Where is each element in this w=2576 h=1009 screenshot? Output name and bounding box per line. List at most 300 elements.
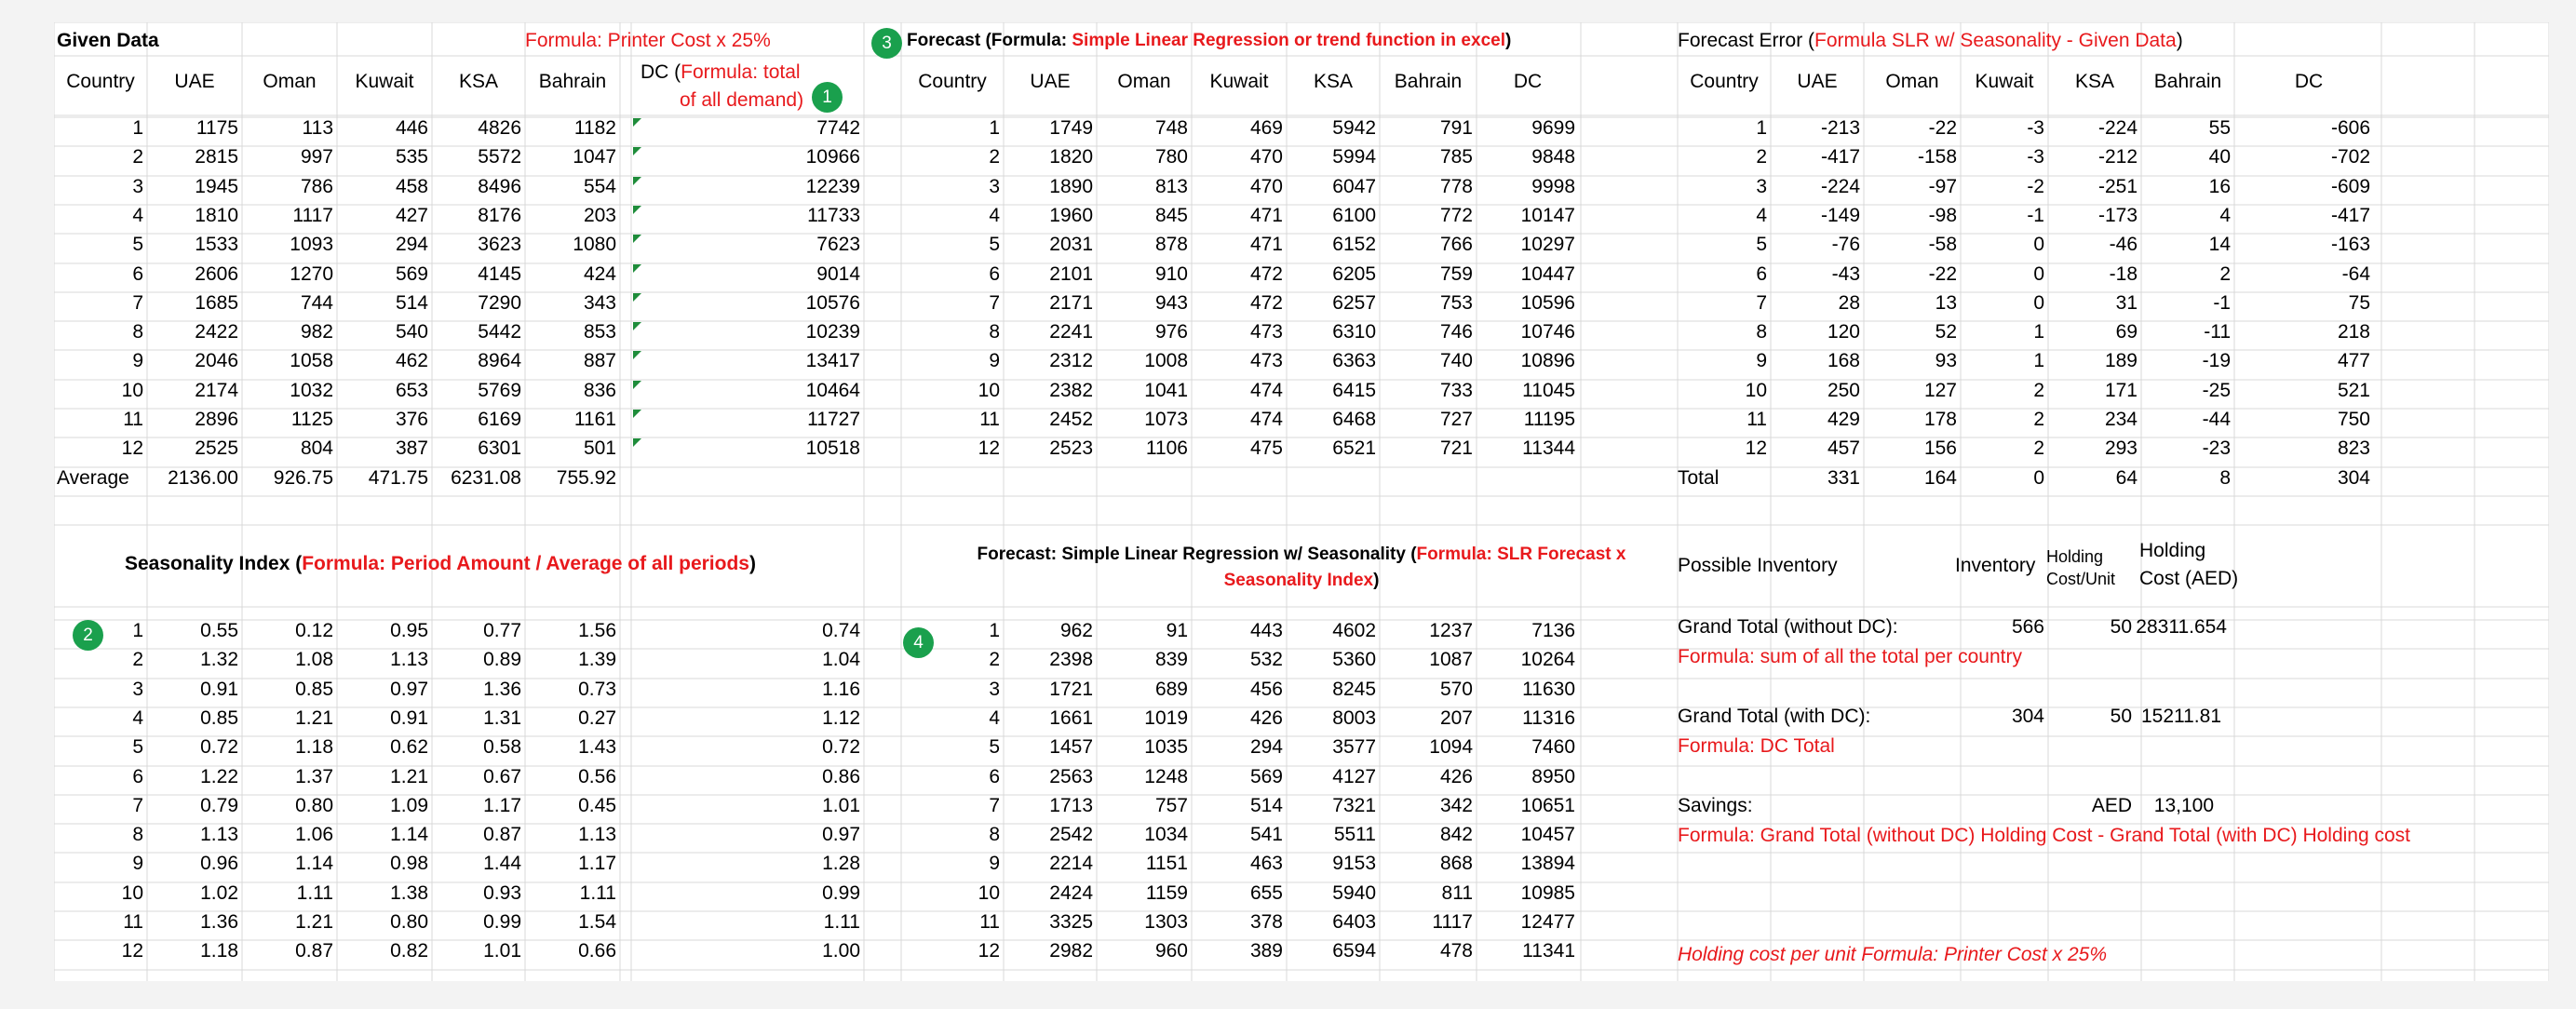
dc-header-formula-b: of all demand) [680,89,804,111]
given-dc-cell: 10966 [805,146,860,168]
error-cell: -149 [1820,204,1860,226]
error-header-3: Kuwait [1975,71,2034,92]
forecast-cell: 910 [1154,262,1188,285]
given-header-kuwait: Kuwait [355,71,414,92]
error-cell: 13 [1935,291,1957,314]
given-country-cell: 9 [132,350,143,372]
seasonality-cell: 0.77 [483,620,521,641]
slrs-cell: 13894 [1520,853,1575,875]
given-bahrain-cell: 1080 [573,234,616,256]
slrs-cell: 2542 [1049,824,1093,846]
forecast-cell: 473 [1249,350,1283,372]
error-cell: 429 [1827,409,1860,430]
given-uae-cell: 1175 [196,117,238,139]
error-cell: -46 [2109,234,2138,256]
printer-cost-note: Formula: Printer Cost x 25% [525,30,771,51]
given-uae-cell: 2046 [195,350,238,372]
seasonality-cell: 7 [132,794,143,816]
slrs-cell: 2398 [1049,649,1093,671]
seasonality-cell: 9 [132,853,143,875]
slrs-cell: 11 [979,911,1000,933]
seasonality-cell: 1.13 [390,649,428,671]
savings-currency: AED [2091,795,2132,816]
error-cell: 1 [1756,117,1767,139]
error-flag-icon [633,177,641,185]
seasonality-cell: 0.86 [822,765,860,787]
given-header-oman: Oman [263,71,317,92]
error-cell: 171 [2104,379,2138,401]
given-bahrain-cell: 501 [583,437,616,460]
seasonality-cell: 1.09 [390,794,428,816]
forecast-cell: 12 [978,437,1000,460]
slrs-cell: 1 [989,620,1000,641]
seasonality-cell: 11 [123,911,143,933]
forecast-cell: 1073 [1144,409,1188,430]
error-cell: 457 [1827,437,1860,460]
error-cell: -1 [2027,204,2044,226]
forecast-cell: 9 [989,350,1000,372]
seasonality-cell: 1.22 [200,765,238,787]
forecast-cell: 6100 [1332,204,1376,226]
error-cell: -2 [2027,175,2044,197]
forecast-cell: 11195 [1523,409,1575,430]
forecast-cell: 9699 [1531,117,1575,139]
seasonality-cell: 0.79 [200,794,238,816]
seasonality-cell: 1.11 [823,911,860,933]
given-ksa-cell: 5769 [478,379,521,401]
seasonality-cell: 1.00 [822,940,860,962]
slrs-cell: 478 [1439,940,1473,962]
seasonality-cell: 0.62 [390,736,428,759]
slrs-cell: 541 [1249,824,1283,846]
seasonality-title [125,553,756,575]
error-total-cell: 0 [2033,467,2044,489]
given-bahrain-cell: 343 [583,291,616,314]
error-cell: 2 [1756,146,1767,168]
seasonality-cell: 0.55 [200,620,238,641]
slrs-title-line2 [948,570,1655,592]
slrs-cell: 11630 [1522,678,1575,700]
error-cell: 75 [2348,291,2370,314]
error-cell: 11 [1747,409,1767,430]
seasonality-cell: 0.56 [578,765,616,787]
seasonality-cell: 1.43 [578,736,616,759]
forecast-cell: 9848 [1531,146,1575,168]
error-cell: -224 [2097,117,2138,139]
slrs-cell: 11341 [1522,940,1575,962]
holding-cost-note: Holding cost per unit Formula: Printer Cost x 25% [1678,944,2108,965]
forecast-cell: 8 [989,321,1000,343]
slrs-cell: 1117 [1432,911,1473,933]
grand-total-with-label: Grand Total (with DC): [1678,706,1871,727]
given-ksa-cell: 8176 [478,204,521,226]
given-uae-cell: 1945 [195,175,238,197]
average-label: Average [57,467,129,489]
forecast-title-label: Forecast (Formula: [907,31,1072,50]
seasonality-cell: 1.16 [822,678,860,700]
seasonality-cell: 1.02 [200,881,238,904]
error-cell: 1 [2033,321,2044,343]
forecast-header-6: DC [1513,71,1543,92]
slrs-cell: 8 [989,824,1000,846]
seasonality-cell: 3 [132,678,143,700]
slrs-cell: 1661 [1049,706,1093,729]
seasonality-cell: 1.17 [483,794,521,816]
error-cell: 1 [2033,350,2044,372]
forecast-cell: 878 [1154,234,1188,256]
error-cell: 69 [2115,321,2138,343]
forecast-cell: 6468 [1332,409,1376,430]
slrs-cell: 4602 [1332,620,1376,641]
given-bahrain-cell: 853 [583,321,616,343]
given-bahrain-cell: 1047 [573,146,616,168]
seasonality-cell: 0.87 [483,824,521,846]
forecast-cell: 475 [1249,437,1283,460]
error-title-formula: Formula SLR w/ Seasonality - Given Data [1814,30,2177,51]
given-kuwait-cell: 458 [395,175,428,197]
slrs-cell: 294 [1249,736,1283,759]
error-cell: 7 [1756,291,1767,314]
error-cell: 120 [1827,321,1860,343]
error-cell: -417 [2330,204,2370,226]
forecast-cell: 1820 [1049,146,1093,168]
error-cell: 6 [1756,262,1767,285]
seasonality-cell: 1.36 [483,678,521,700]
slrs-cell: 426 [1249,706,1283,729]
given-kuwait-cell: 540 [395,321,428,343]
seasonality-cell: 0.82 [390,940,428,962]
seasonality-cell: 0.74 [822,620,860,641]
forecast-cell: 727 [1439,409,1473,430]
error-cell: -76 [1831,234,1860,256]
seasonality-cell: 1.21 [295,706,333,729]
slrs-cell: 1087 [1429,649,1473,671]
forecast-cell: 1041 [1144,379,1188,401]
seasonality-cell: 0.93 [483,881,521,904]
forecast-cell: 2382 [1049,379,1093,401]
slrs-cell: 7321 [1332,794,1376,816]
slrs-cell: 3325 [1049,911,1093,933]
error-cell: -702 [2330,146,2370,168]
error-cell: 477 [2337,350,2370,372]
error-cell: -417 [1820,146,1860,168]
seasonality-cell: 5 [132,736,143,759]
forecast-cell: 2171 [1049,291,1093,314]
given-country-cell: 5 [132,234,143,256]
forecast-cell: 10147 [1520,204,1575,226]
seasonality-title-label: Seasonality Index ( [125,553,303,574]
seasonality-cell: 0.66 [578,940,616,962]
given-average-cell: 926.75 [273,467,333,489]
given-oman-cell: 744 [300,291,333,314]
seasonality-cell: 0.91 [390,706,428,729]
slrs-title-formula-b: Seasonality Index [1223,571,1374,590]
given-kuwait-cell: 446 [395,117,428,139]
seasonality-cell: 1.13 [578,824,616,846]
forecast-cell: 766 [1439,234,1473,256]
given-country-cell: 7 [132,291,143,314]
error-title-end: ) [2176,30,2183,51]
given-ksa-cell: 5442 [478,321,521,343]
given-country-cell: 12 [121,437,143,460]
error-total-cell: 64 [2115,467,2138,489]
given-oman-cell: 786 [300,175,333,197]
error-flag-icon [633,322,641,330]
given-dc-cell: 10239 [805,321,860,343]
forecast-cell: 9998 [1531,175,1575,197]
slrs-cell: 1035 [1144,736,1188,759]
given-uae-cell: 1685 [195,291,238,314]
seasonality-cell: 0.72 [822,736,860,759]
error-cell: -98 [1928,204,1957,226]
error-cell: -64 [2341,262,2370,285]
forecast-cell: 740 [1439,350,1473,372]
seasonality-cell: 1.01 [822,794,860,816]
given-data-title: Given Data [57,30,159,51]
slrs-cell: 8950 [1531,765,1575,787]
grand-total-with-inventory: 304 [2011,706,2044,727]
given-country-cell: 10 [121,379,143,401]
slrs-cell: 1303 [1144,911,1188,933]
dc-header-label: DC ( [641,61,681,83]
error-flag-icon [633,438,641,447]
seasonality-title-formula: Formula: Period Amount / Average of all periods [302,553,749,574]
forecast-cell: 474 [1249,409,1283,430]
slrs-cell: 9 [989,853,1000,875]
given-country-cell: 4 [132,204,143,226]
holding-cost-header-a: Holding [2139,540,2206,561]
error-cell: 189 [2104,350,2138,372]
given-oman-cell: 804 [300,437,333,460]
slrs-cell: 1237 [1429,620,1473,641]
forecast-cell: 10447 [1520,262,1575,285]
error-flag-icon [633,235,641,243]
forecast-cell: 11 [979,409,1000,430]
error-cell: 750 [2337,409,2370,430]
seasonality-cell: 6 [132,765,143,787]
given-ksa-cell: 3623 [478,234,521,256]
slrs-cell: 7 [989,794,1000,816]
given-oman-cell: 1270 [290,262,333,285]
seasonality-cell: 1.06 [295,824,333,846]
given-header-uae: UAE [174,71,215,92]
dc-header-formula-a: Formula: total [681,61,801,83]
slrs-cell: 426 [1439,765,1473,787]
grand-total-without-holding-cost: 28311.654 [2136,616,2227,638]
seasonality-cell: 1.04 [822,649,860,671]
error-cell: 0 [2033,234,2044,256]
seasonality-cell: 0.80 [295,794,333,816]
forecast-header-4: KSA [1313,71,1354,92]
forecast-cell: 472 [1249,262,1283,285]
grand-total-with-holding-cost: 15211.81 [2140,706,2221,727]
seasonality-cell: 12 [121,940,143,962]
error-cell: 40 [2208,146,2231,168]
seasonality-cell: 2 [132,649,143,671]
slrs-cell: 3577 [1332,736,1376,759]
slrs-cell: 1019 [1144,706,1188,729]
forecast-cell: 748 [1154,117,1188,139]
seasonality-cell: 1.28 [822,853,860,875]
forecast-cell: 10297 [1520,234,1575,256]
error-total-label: Total [1678,467,1720,489]
seasonality-cell: 0.99 [822,881,860,904]
forecast-cell: 2523 [1049,437,1093,460]
seasonality-cell: 0.73 [578,678,616,700]
step-badge-1: 1 [812,82,843,113]
inventory-header: Inventory [1955,555,2036,576]
error-cell: 168 [1827,350,1860,372]
given-uae-cell: 1810 [195,204,238,226]
seasonality-cell: 8 [132,824,143,846]
forecast-cell: 6152 [1332,234,1376,256]
seasonality-cell: 0.95 [390,620,428,641]
given-bahrain-cell: 424 [583,262,616,285]
slrs-cell: 689 [1154,678,1188,700]
given-header-bahrain: Bahrain [538,71,607,92]
error-cell: 28 [1838,291,1860,314]
slrs-cell: 10651 [1520,794,1575,816]
slrs-cell: 1159 [1145,881,1188,904]
given-dc-cell: 7742 [816,117,860,139]
slrs-cell: 342 [1439,794,1473,816]
error-header-0: Country [1690,71,1759,92]
seasonality-cell: 0.91 [200,678,238,700]
forecast-cell: 4 [989,204,1000,226]
error-cell: -213 [1820,117,1860,139]
seasonality-cell: 0.27 [578,706,616,729]
given-ksa-cell: 5572 [478,146,521,168]
forecast-cell: 772 [1439,204,1473,226]
forecast-cell: 943 [1154,291,1188,314]
seasonality-cell: 1.21 [295,911,333,933]
slrs-cell: 7136 [1531,620,1575,641]
slrs-cell: 10985 [1520,881,1575,904]
error-cell: 14 [2208,234,2231,256]
error-cell: 234 [2104,409,2138,430]
slrs-cell: 2563 [1049,765,1093,787]
forecast-cell: 471 [1249,234,1283,256]
given-average-cell: 755.92 [556,467,616,489]
forecast-cell: 1008 [1144,350,1188,372]
forecast-cell: 6 [989,262,1000,285]
forecast-cell: 5994 [1332,146,1376,168]
forecast-cell: 7 [989,291,1000,314]
slrs-cell: 6403 [1332,911,1376,933]
slrs-title-label: Forecast: Simple Linear Regression w/ Seasonality ( [977,545,1417,564]
forecast-cell: 746 [1439,321,1473,343]
given-bahrain-cell: 1182 [573,117,616,139]
seasonality-cell: 0.89 [483,649,521,671]
seasonality-cell: 1.36 [200,911,238,933]
slrs-cell: 842 [1439,824,1473,846]
given-oman-cell: 997 [300,146,333,168]
slrs-cell: 1248 [1144,765,1188,787]
given-uae-cell: 2525 [195,437,238,460]
error-cell: 218 [2337,321,2370,343]
seasonality-cell: 1.11 [296,881,333,904]
seasonality-cell: 1.21 [390,765,428,787]
forecast-cell: 6257 [1332,291,1376,314]
seasonality-cell: 1.01 [483,940,521,962]
slrs-cell: 5360 [1332,649,1376,671]
forecast-cell: 2031 [1049,234,1093,256]
given-uae-cell: 2422 [195,321,238,343]
given-oman-cell: 1093 [290,234,333,256]
slrs-cell: 655 [1249,881,1283,904]
forecast-cell: 721 [1439,437,1473,460]
forecast-cell: 473 [1249,321,1283,343]
forecast-cell: 785 [1439,146,1473,168]
slrs-cell: 10264 [1520,649,1575,671]
slrs-cell: 12 [978,940,1000,962]
error-flag-icon [633,264,641,273]
seasonality-cell: 1.54 [578,911,616,933]
forecast-cell: 6415 [1332,379,1376,401]
grand-total-without-inventory: 566 [2011,616,2044,638]
seasonality-cell: 0.85 [295,678,333,700]
error-cell: 293 [2104,437,2138,460]
seasonality-cell: 0.85 [200,706,238,729]
forecast-header-2: Oman [1117,71,1171,92]
error-cell: 4 [1756,204,1767,226]
seasonality-cell: 1.14 [295,853,333,875]
given-bahrain-cell: 836 [583,379,616,401]
error-cell: 55 [2208,117,2231,139]
given-oman-cell: 1125 [290,409,333,430]
error-cell: 16 [2208,175,2231,197]
seasonality-cell: 1.12 [822,706,860,729]
given-country-cell: 1 [132,117,143,139]
given-average-cell: 471.75 [368,467,428,489]
seasonality-cell: 0.99 [483,911,521,933]
forecast-cell: 11344 [1522,437,1575,460]
slrs-cell: 456 [1249,678,1283,700]
given-dc-cell: 10518 [805,437,860,460]
given-ksa-cell: 8496 [478,175,521,197]
forecast-cell: 759 [1439,262,1473,285]
forecast-cell: 2241 [1049,321,1093,343]
slrs-cell: 4 [989,706,1000,729]
given-kuwait-cell: 514 [395,291,428,314]
given-oman-cell: 1117 [292,204,333,226]
forecast-cell: 6363 [1332,350,1376,372]
given-header-country: Country [66,71,135,92]
error-total-cell: 8 [2219,467,2231,489]
forecast-cell: 2312 [1049,350,1093,372]
error-cell: 2 [2219,262,2231,285]
seasonality-cell: 1.17 [578,853,616,875]
given-uae-cell: 2896 [195,409,238,430]
slrs-cell: 2982 [1049,940,1093,962]
given-country-cell: 8 [132,321,143,343]
forecast-cell: 753 [1439,291,1473,314]
dc-header [641,61,801,84]
slrs-cell: 868 [1439,853,1473,875]
holding-cost-header-b: Cost (AED) [2139,568,2239,589]
error-cell: 0 [2033,291,2044,314]
slrs-cell: 1151 [1145,853,1188,875]
error-cell: -44 [2202,409,2231,430]
error-flag-icon [633,410,641,418]
given-average-cell: 2136.00 [168,467,238,489]
forecast-cell: 469 [1249,117,1283,139]
forecast-header-1: UAE [1030,71,1071,92]
seasonality-cell: 0.72 [200,736,238,759]
error-cell: 156 [1923,437,1957,460]
given-country-cell: 2 [132,146,143,168]
holding-unit-header-a: Holding [2046,547,2104,566]
